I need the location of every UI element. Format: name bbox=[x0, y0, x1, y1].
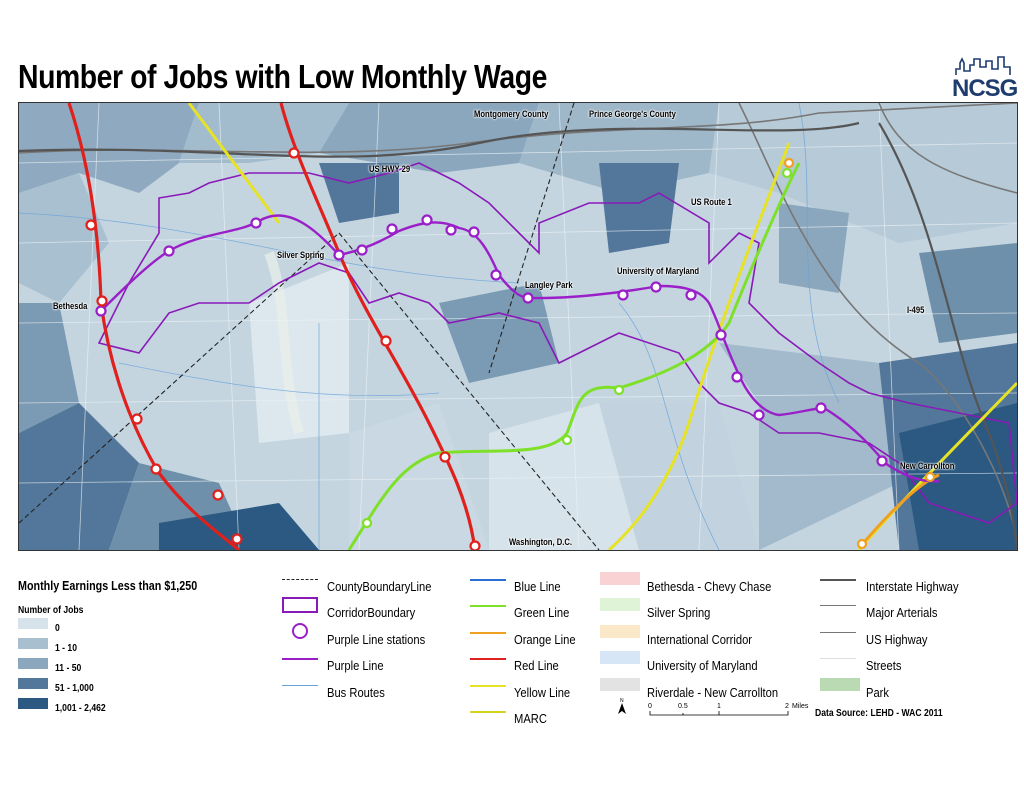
silverspring-area-symbol bbox=[600, 598, 640, 611]
label-umd: University of Maryland bbox=[617, 266, 700, 276]
interstate-symbol bbox=[820, 579, 856, 581]
legend-corridor: CorridorBoundary bbox=[327, 605, 416, 620]
map-frame[interactable] bbox=[18, 102, 1018, 551]
class-swatch-3 bbox=[18, 678, 48, 689]
park-symbol bbox=[820, 678, 860, 691]
corridor-boundary-symbol bbox=[282, 597, 318, 613]
legend-silverspring: Silver Spring bbox=[647, 605, 711, 620]
marc-symbol bbox=[470, 711, 506, 713]
class-label-3: 51 - 1,000 bbox=[55, 683, 94, 694]
legend-interstate: Interstate Highway bbox=[866, 579, 959, 594]
legend-park: Park bbox=[866, 685, 889, 700]
legend-green: Green Line bbox=[514, 605, 570, 620]
class-label-4: 1,001 - 2,462 bbox=[55, 703, 106, 714]
class-label-1: 1 - 10 bbox=[55, 643, 77, 654]
legend-subheading: Number of Jobs bbox=[18, 605, 84, 616]
label-us29: US HWY 29 bbox=[369, 164, 411, 174]
streets-symbol bbox=[820, 658, 856, 659]
bethesda-area-symbol bbox=[600, 572, 640, 585]
legend bbox=[0, 560, 1024, 790]
legend-yellow: Yellow Line bbox=[514, 685, 571, 700]
umd-area-symbol bbox=[600, 651, 640, 664]
label-i495: I-495 bbox=[907, 305, 925, 315]
label-silverspring: Silver Spring bbox=[277, 250, 325, 260]
yellow-line-symbol bbox=[470, 685, 506, 687]
scale-tick-2: 1 bbox=[717, 703, 721, 710]
class-swatch-0 bbox=[18, 618, 48, 629]
legend-international: International Corridor bbox=[647, 632, 753, 647]
legend-umd: University of Maryland bbox=[647, 658, 758, 673]
logo-text: NCSG bbox=[952, 75, 1018, 102]
legend-blue: Blue Line bbox=[514, 579, 561, 594]
label-princegeorges: Prince George's County bbox=[589, 109, 676, 119]
map-canvas bbox=[19, 103, 1017, 550]
label-washingtondc: Washington, D.C. bbox=[509, 537, 573, 547]
county-boundary-symbol bbox=[282, 579, 318, 580]
legend-heading: Monthly Earnings Less than $1,250 bbox=[18, 579, 198, 593]
legend-purple: Purple Line bbox=[327, 658, 384, 673]
legend-orange: Orange Line bbox=[514, 632, 576, 647]
label-montgomery: Montgomery County bbox=[474, 109, 549, 119]
scale-tick-3: 2 bbox=[785, 703, 789, 710]
legend-stations: Purple Line stations bbox=[327, 632, 426, 647]
label-bethesda: Bethesda bbox=[53, 301, 88, 311]
legend-marc: MARC bbox=[514, 711, 547, 726]
legend-streets: Streets bbox=[866, 658, 902, 673]
legend-bethesda: Bethesda - Chevy Chase bbox=[647, 579, 772, 594]
label-langleypark: Langley Park bbox=[525, 280, 573, 290]
blue-line-symbol bbox=[470, 579, 506, 581]
ushighway-symbol bbox=[820, 632, 856, 633]
legend-riverdale: Riverdale - New Carrollton bbox=[647, 685, 779, 700]
class-label-2: 11 - 50 bbox=[55, 663, 82, 674]
north-arrow-icon bbox=[617, 697, 627, 715]
international-area-symbol bbox=[600, 625, 640, 638]
label-usroute1: US Route 1 bbox=[691, 197, 732, 207]
class-label-0: 0 bbox=[55, 623, 60, 634]
red-line-symbol bbox=[470, 658, 506, 660]
legend-bus: Bus Routes bbox=[327, 685, 385, 700]
orange-line-symbol bbox=[470, 632, 506, 634]
bus-route-symbol bbox=[282, 685, 318, 686]
label-newcarrollton: New Carrollton bbox=[900, 461, 955, 471]
scale-tick-1: 0.5 bbox=[678, 703, 688, 710]
purple-line-symbol bbox=[282, 658, 318, 660]
skyline-icon bbox=[952, 55, 1016, 77]
ncsg-logo bbox=[952, 55, 1016, 103]
legend-red: Red Line bbox=[514, 658, 559, 673]
data-source: Data Source: LEHD - WAC 2011 bbox=[815, 708, 943, 719]
legend-ushighway: US Highway bbox=[866, 632, 928, 647]
class-swatch-4 bbox=[18, 698, 48, 709]
scale-unit: Miles bbox=[792, 703, 809, 710]
arterials-symbol bbox=[820, 605, 856, 606]
class-swatch-1 bbox=[18, 638, 48, 649]
class-swatch-2 bbox=[18, 658, 48, 669]
scale-bar bbox=[648, 700, 818, 724]
north-label: N bbox=[620, 698, 624, 704]
map-title: Number of Jobs with Low Monthly Wage bbox=[18, 58, 547, 95]
legend-county: CountyBoundaryLine bbox=[327, 579, 432, 594]
legend-arterials: Major Arterials bbox=[866, 605, 938, 620]
green-line-symbol bbox=[470, 605, 506, 607]
riverdale-area-symbol bbox=[600, 678, 640, 691]
scale-tick-0: 0 bbox=[648, 703, 652, 710]
station-symbol-icon bbox=[292, 623, 308, 639]
